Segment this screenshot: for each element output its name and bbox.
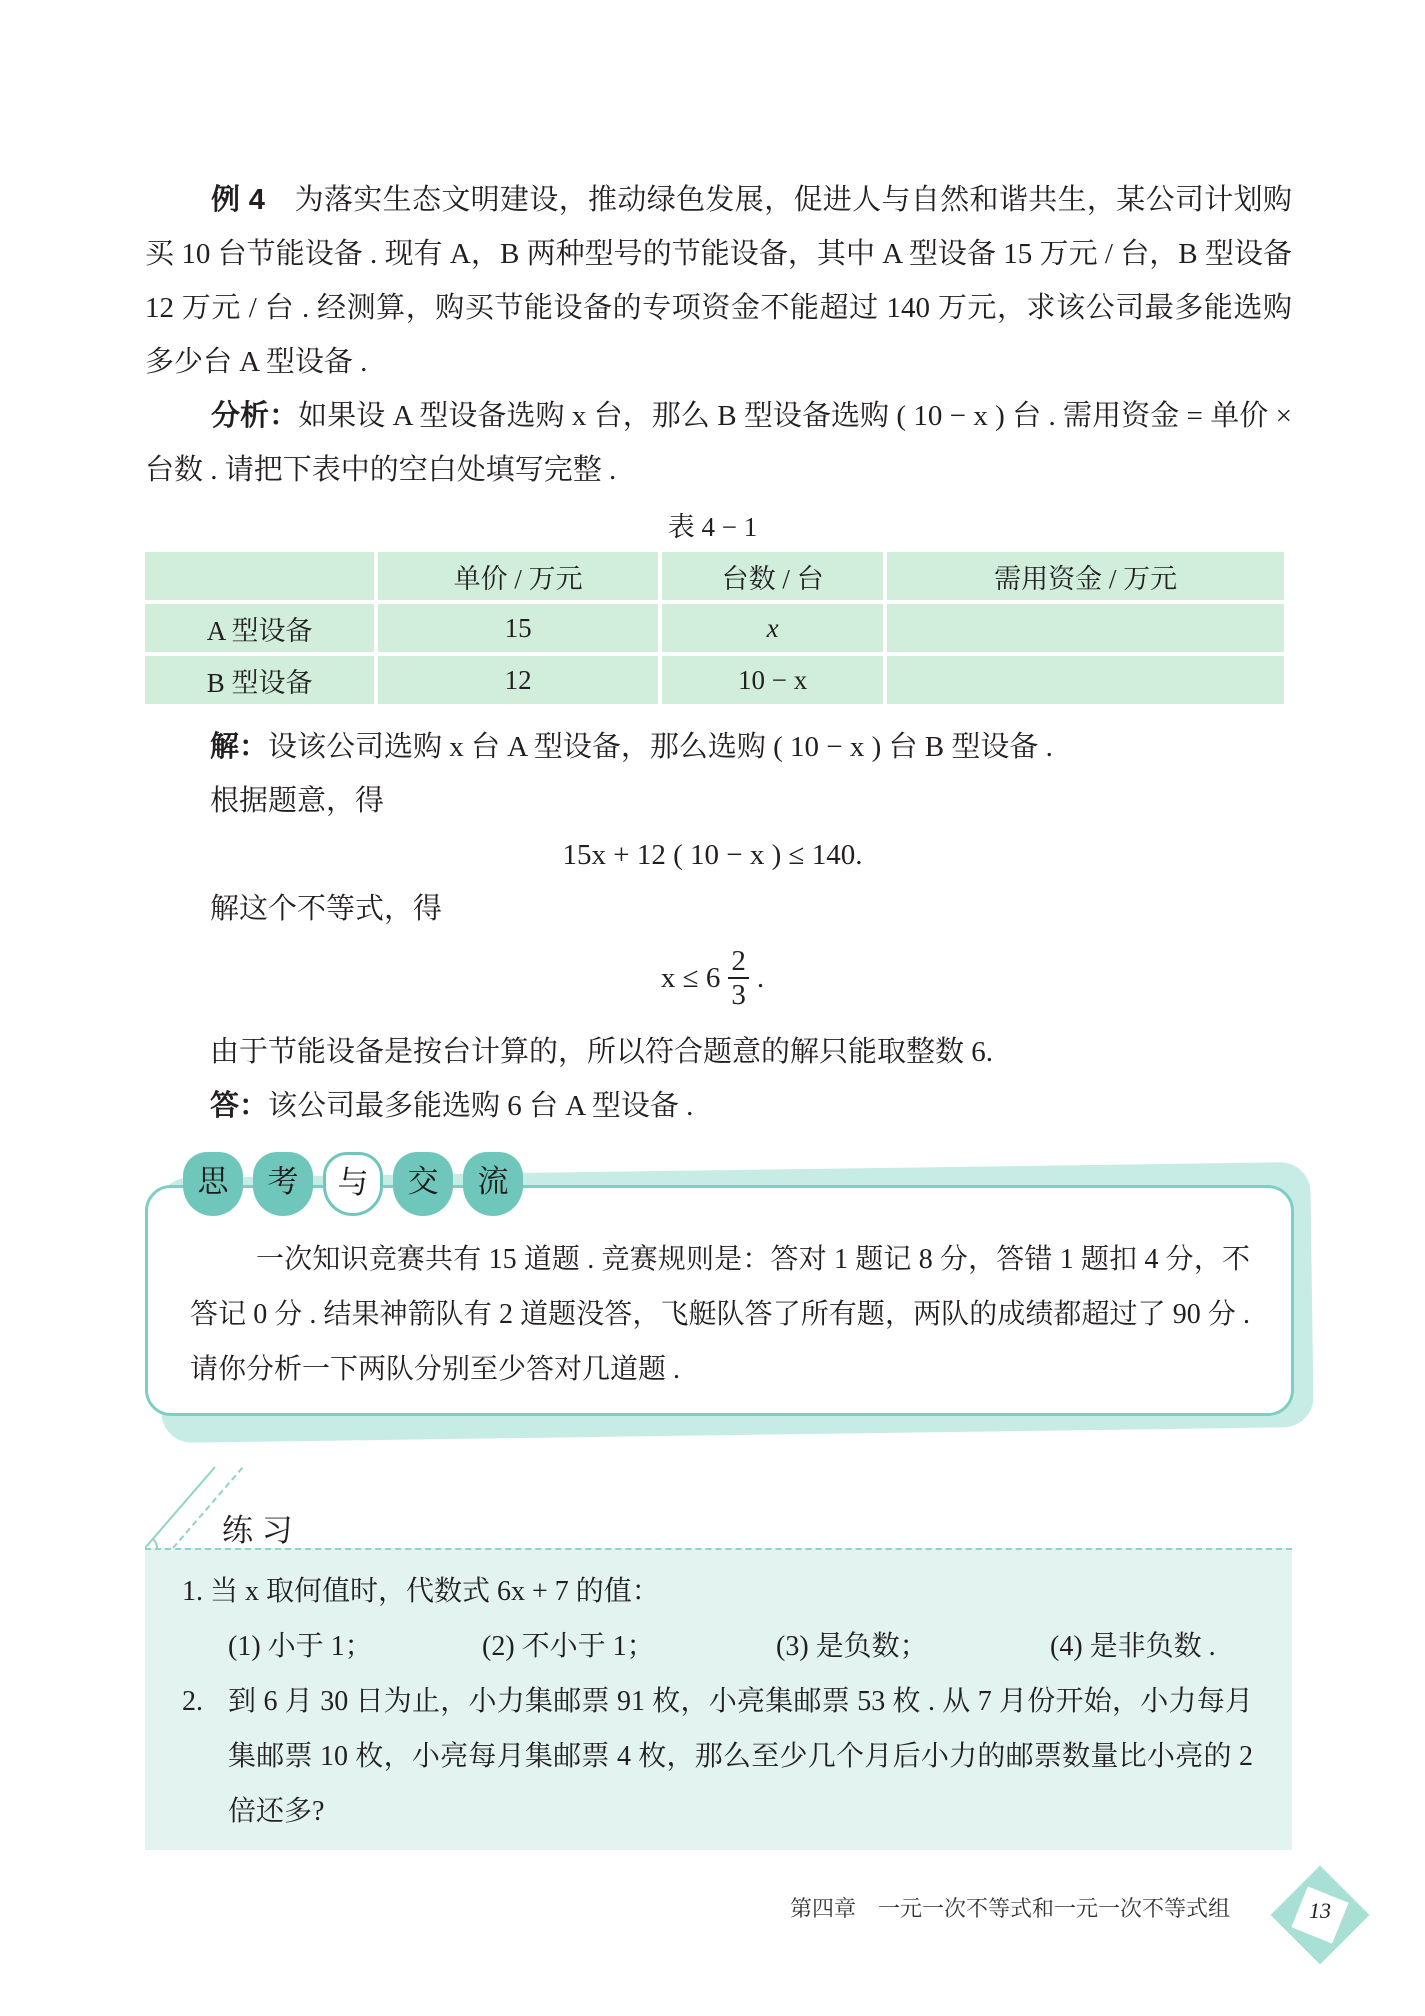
table-cell: 12 — [378, 656, 658, 704]
table-caption: 表 4 − 1 — [667, 512, 758, 542]
analysis-paragraph — [145, 389, 1292, 497]
page-number: 13 — [1309, 1898, 1331, 1923]
table-header-row — [145, 552, 1284, 600]
table-cell: x — [662, 604, 883, 652]
analysis-label: 分析： — [211, 400, 299, 432]
solution-line1 — [210, 720, 1053, 774]
table-row — [145, 656, 1284, 704]
fraction — [728, 945, 749, 1011]
q1-option: (3) 是负数； — [776, 1631, 928, 1662]
exercise-q2: 到 6 月 30 日为止，小力集邮票 91 枚，小亮集邮票 53 枚 . 从 7 月份开始，小力每月集邮票 10 枚，小亮每月集邮票 4 枚，那么至少几个月后小力的邮票数量比小亮的 2 倍还多? — [228, 1686, 1253, 1827]
answer-line — [210, 1079, 693, 1133]
solution-line4: 由于节能设备是按台计算的，所以符合题意的解只能取整数 6. — [210, 1036, 994, 1068]
analysis-text: 如果设 A 型设备选购 x 台，那么 B 型设备选购 ( 10 − x ) 台 . 需用资金 = 单价 × 台数 . 请把下表中的空白处填写完整 . — [145, 400, 1292, 486]
example-label: 例 4 — [211, 184, 265, 216]
header-cell: 台数 / 台 — [662, 552, 883, 600]
table-cell — [887, 656, 1284, 704]
table-cell: A 型设备 — [145, 604, 374, 652]
header-cell: 需用资金 / 万元 — [887, 552, 1284, 600]
q1-option: (4) 是非负数 . — [1050, 1631, 1216, 1662]
table-cell: 10 − x — [662, 656, 883, 704]
solution-line2: 根据题意，得 — [210, 785, 385, 817]
inequality-result — [0, 945, 1425, 1011]
footer-chapter: 第四章 一元一次不等式和一元一次不等式组 — [790, 1896, 1231, 1921]
answer-label: 答： — [210, 1090, 269, 1122]
table-cell: B 型设备 — [145, 656, 374, 704]
example-paragraph — [145, 173, 1292, 389]
data-table — [141, 548, 1288, 708]
think-tab: 考 — [253, 1152, 313, 1216]
answer-text: 该公司最多能选购 6 台 A 型设备 . — [268, 1090, 694, 1122]
fraction-numerator: 2 — [728, 945, 749, 979]
think-tab: 与 — [323, 1152, 383, 1216]
solution-label: 解： — [210, 731, 269, 763]
fraction-denominator: 3 — [731, 979, 746, 1011]
result-lhs: x ≤ 6 — [660, 961, 721, 994]
exercise-title: 练 习 — [222, 1513, 293, 1548]
think-text: 一次知识竞赛共有 15 道题 . 竞赛规则是：答对 1 题记 8 分，答错 1 题扣 4 分，不答记 0 分 . 结果神箭队有 2 道题没答，飞艇队答了所有题，两队的成绩都超过了 90 分 . 请你分析一下两队分别至少答对几道题 . — [190, 1244, 1250, 1385]
table-cell: 15 — [378, 604, 658, 652]
think-tab: 思 — [183, 1152, 243, 1216]
think-tab: 流 — [463, 1152, 523, 1216]
inequality-equation: 15x + 12 ( 10 − x ) ≤ 140. — [562, 839, 863, 871]
solution-line3: 解这个不等式，得 — [210, 893, 443, 925]
table-row — [145, 604, 1284, 652]
header-cell: 单价 / 万元 — [378, 552, 658, 600]
result-end: . — [756, 961, 765, 994]
q1-option: (1) 小于 1； — [228, 1631, 373, 1662]
think-tab: 交 — [393, 1152, 453, 1216]
exercise-q2-number: 2. — [182, 1686, 203, 1717]
solution-text: 设该公司选购 x 台 A 型设备，那么选购 ( 10 − x ) 台 B 型设备 . — [268, 731, 1053, 763]
table-cell — [887, 604, 1284, 652]
q1-option: (2) 不小于 1； — [482, 1631, 655, 1662]
exercise-q1: 1. 当 x 取何值时，代数式 6x + 7 的值： — [182, 1576, 660, 1607]
example-text: 为落实生态文明建设，推动绿色发展，促进人与自然和谐共生，某公司计划购买 10 台节能设备 . 现有 A，B 两种型号的节能设备，其中 A 型设备 15 万元 / 台，B 型设备 12 万元 / 台 . 经测算，购买节能设备的专项资金不能超过 140 万元，求该公司最多能选购多少台 A 型设备 . — [145, 184, 1292, 378]
header-cell — [145, 552, 374, 600]
